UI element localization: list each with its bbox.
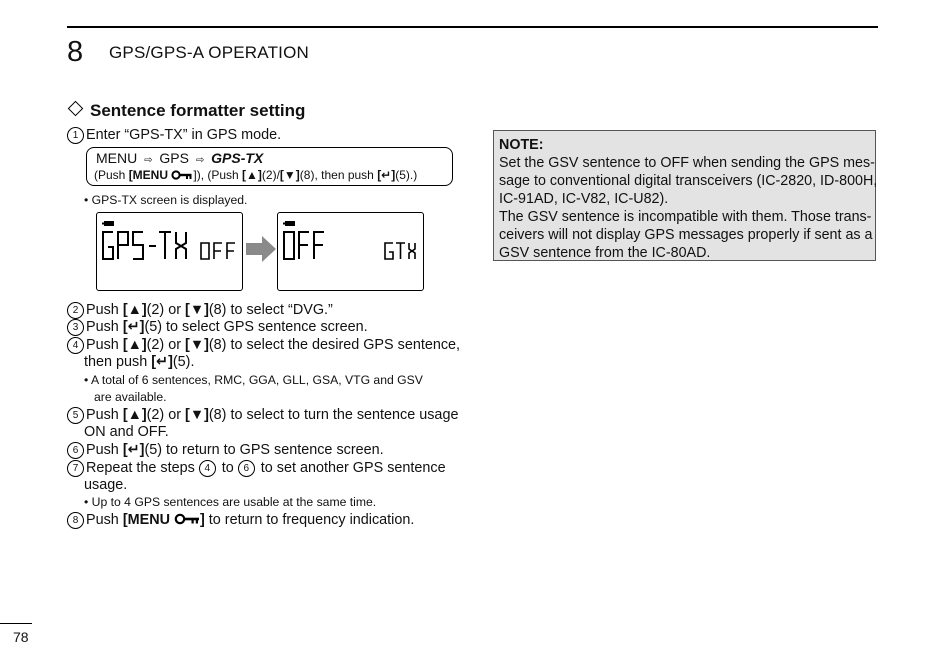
key-sequence-line2: [94, 168, 417, 182]
hollow-arrow-icon: ⇨: [144, 155, 153, 166]
key-icon: [171, 170, 193, 180]
text: (8) to select to turn the sentence usage: [208, 407, 459, 423]
step-6: [67, 441, 384, 459]
step-2: [67, 301, 333, 319]
lcd-screen-1: [96, 212, 243, 291]
note-line: ceivers will not display GPS messages properly if sent as a: [499, 227, 873, 243]
menu-key: [MENU: [122, 512, 174, 528]
step-7: [67, 459, 446, 477]
gps-tx-label: GPS-TX: [211, 150, 264, 166]
lcd-main-text: [284, 232, 324, 259]
text: (8), then push: [299, 168, 378, 182]
up-key: [▲]: [122, 337, 147, 353]
step-number: 4: [67, 337, 84, 354]
page-number: 78: [13, 629, 29, 645]
header-rule: [67, 26, 878, 28]
section-title: Sentence formatter setting: [90, 101, 306, 120]
menu-key: [MENU: [128, 168, 172, 182]
text: to return to frequency indication.: [204, 512, 415, 528]
step-number: 7: [67, 460, 84, 477]
text: (8) to select the desired GPS sentence,: [208, 337, 461, 353]
text: (2) or: [146, 337, 186, 353]
step-3: [67, 318, 368, 336]
step-4-continued: [84, 353, 194, 371]
text: Repeat the steps: [86, 460, 199, 476]
bullet-sentence-count: • A total of 6 sentences, RMC, GGA, GLL, GSA, VTG and GSV: [84, 373, 423, 387]
down-key: [▼]: [185, 407, 209, 423]
lcd-screen-2: [277, 212, 424, 291]
battery-icon: [283, 221, 295, 226]
key-icon: [174, 513, 200, 525]
diamond-icon: [68, 101, 84, 117]
text: (Push: [94, 168, 129, 182]
menu-label: MENU: [96, 150, 138, 166]
section-heading: [67, 101, 305, 121]
step-number: 2: [67, 302, 84, 319]
bullet-gps-tx-displayed: • GPS-TX screen is displayed.: [84, 193, 248, 207]
battery-icon: [102, 221, 114, 226]
step-7-continued: usage.: [84, 477, 128, 493]
note-line: The GSV sentence is incompatible with them. Those trans-: [499, 209, 872, 225]
step-ref: 4: [199, 460, 216, 477]
text: (8) to select “DVG.”: [208, 302, 333, 318]
text: to set another GPS sentence: [256, 460, 446, 476]
note-line: Set the GSV sentence to OFF when sending the GPS mes-: [499, 155, 875, 171]
text: (2) or: [146, 302, 186, 318]
down-key: [▼]: [185, 337, 209, 353]
enter-key: [↵]: [122, 319, 145, 335]
key-sequence-line1: [96, 150, 263, 166]
key-sequence-box: [86, 147, 453, 186]
text: (5) to select GPS sentence screen.: [144, 319, 368, 335]
note-line: sage to conventional digital transceivers (IC-2820, ID-800H,: [499, 173, 878, 189]
lcd-screen-2-display: [278, 213, 423, 290]
enter-key: [↵]: [151, 354, 173, 370]
step-number: 1: [67, 127, 84, 144]
step-5-continued: ON and OFF.: [84, 424, 169, 440]
chapter-title: GPS/GPS-A OPERATION: [109, 43, 309, 62]
step-8: [67, 511, 414, 529]
gps-label: GPS: [159, 150, 189, 166]
text: Push: [86, 319, 123, 335]
up-key: [▲]: [122, 302, 147, 318]
note-title: NOTE:: [499, 137, 544, 153]
lcd-side-text: [385, 243, 415, 259]
text: (5).: [172, 354, 195, 370]
text: (5) to return to GPS sentence screen.: [144, 442, 384, 458]
enter-key: [↵]: [377, 168, 396, 182]
note-box: [493, 130, 876, 261]
step-5: [67, 406, 458, 424]
chapter-number: 8: [67, 36, 84, 68]
note-line: IC-91AD, IC-V82, IC-U82).: [499, 191, 669, 207]
down-key: [▼]: [185, 302, 209, 318]
down-key: [▼]: [279, 168, 300, 182]
text: ]), (Push: [193, 168, 243, 182]
enter-key: [↵]: [122, 442, 145, 458]
lcd-value-text: [201, 243, 235, 259]
step-number: 6: [67, 442, 84, 459]
text: (5).): [395, 168, 418, 182]
step-number: 5: [67, 407, 84, 424]
step-number: 8: [67, 512, 84, 529]
text: then push: [84, 354, 152, 370]
bullet-usable-sentences: • Up to 4 GPS sentences are usable at the same time.: [84, 495, 377, 509]
footer-rule: [0, 623, 32, 624]
text: Push: [86, 442, 123, 458]
step-text: Enter “GPS-TX” in GPS mode.: [86, 127, 282, 143]
text: (2)/: [261, 168, 280, 182]
lcd-main-text: [103, 232, 186, 259]
up-key: [▲]: [122, 407, 147, 423]
text: (2) or: [146, 407, 186, 423]
text: Push: [86, 512, 123, 528]
text: Push: [86, 407, 123, 423]
note-line: GSV sentence from the IC-80AD.: [499, 245, 711, 261]
text: Push: [86, 337, 123, 353]
screen-transition-arrow-icon: [246, 236, 276, 262]
step-ref: 6: [238, 460, 255, 477]
text: to: [217, 460, 238, 476]
lcd-screen-1-display: [97, 213, 242, 290]
up-key: [▲]: [242, 168, 262, 182]
text: Push: [86, 302, 123, 318]
step-4: [67, 336, 460, 354]
step-number: 3: [67, 319, 84, 336]
menu-key-end: ]: [199, 512, 205, 528]
hollow-arrow-icon: ⇨: [195, 155, 205, 166]
bullet-sentence-count-cont: are available.: [94, 390, 167, 404]
step-1: [67, 126, 281, 144]
